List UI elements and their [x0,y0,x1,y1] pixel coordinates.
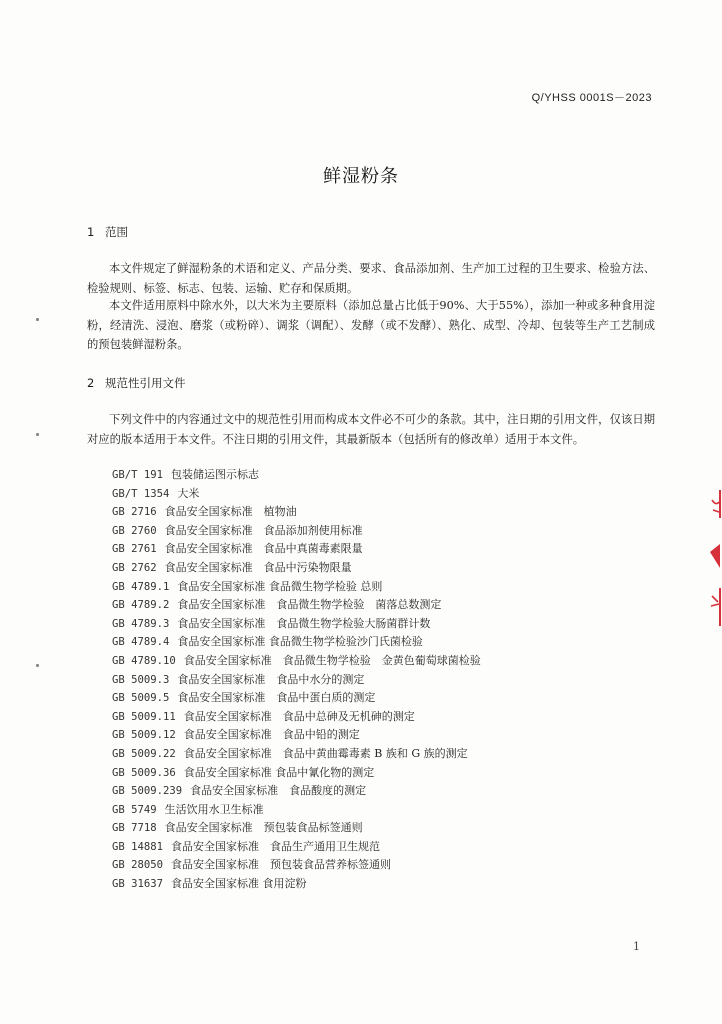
reference-code: GB 2760 [112,524,157,537]
reference-code: GB 5009.36 [112,766,176,779]
reference-item [112,652,672,671]
section-title: 规范性引用文件 [105,376,186,390]
scan-speck [36,664,39,667]
reference-title: 食品安全国家标准 食品添加剂使用标准 [164,523,363,537]
reference-title: 食品安全国家标准 食品中蛋白质的测定 [177,691,376,705]
reference-title: 食品安全国家标准 食品中氰化物的测定 [183,765,375,779]
reference-title: 食品安全国家标准 食品中真菌毒素限量 [164,542,363,556]
page-number: 1 [633,940,640,953]
reference-code: GB 31637 [112,878,164,891]
reference-code: GB 5009.11 [112,710,176,723]
reference-item [112,485,672,504]
reference-item [112,671,672,690]
reference-title: 食品安全国家标准 预包装食品标签通则 [164,821,363,835]
section-1-heading [87,224,128,240]
reference-code: GB/T 1354 [112,487,170,500]
reference-title: 食品安全国家标准 食品中水分的测定 [177,672,365,686]
reference-item [112,615,672,634]
reference-title: 包装储运图示标志 [171,468,260,481]
reference-title: 食品安全国家标准 食品微生物学检验 菌落总数测定 [177,598,442,612]
reference-title: 食品安全国家标准 食品微生物学检验大肠菌群计数 [177,616,431,630]
reference-item [112,726,672,745]
reference-title: 食品安全国家标准 植物油 [164,505,297,519]
reference-title: 食品安全国家标准 食品微生物学检验 金黄色葡萄球菌检验 [183,653,481,667]
scan-speck [36,318,39,321]
reference-title: 食品安全国家标准 食品微生物学检验沙门氏菌检验 [177,635,423,649]
reference-item [112,745,672,764]
normative-intro-paragraph: 下列文件中的内容通过文中的规范性引用而构成本文件必不可少的条款。其中，注日期的引用文件，仅该日期对应的版本适用于本文件。不注日期的引用文件，其最新版本（包括所有的修改单）适用于本文件。 [87,413,655,446]
reference-title: 食品安全国家标准 食品酸度的测定 [190,784,367,798]
reference-title: 食品安全国家标准 食品生产通用卫生规范 [171,839,381,853]
reference-title: 生活饮用水卫生标准 [164,802,264,816]
document-title: 鲜湿粉条 [323,166,399,187]
reference-code: GB 4789.10 [112,654,176,667]
reference-title: 食品安全国家标准 食品中铅的测定 [183,728,360,742]
reference-code: GB 4789.1 [112,580,170,593]
scope-paragraph-2: 本文件适用原料中除水外，以大米为主要原料（添加总量占比低于90%、大于55%），添加一种或多种食用淀粉，经清洗、浸泡、磨浆（或粉碎）、调浆（调配）、发酵（或不发酵）、熟化、成型、冷却、包装等生产工艺制成的预包装鲜湿粉条。 [87,299,655,352]
reference-code: GB 5009.3 [112,673,170,686]
reference-item [112,466,672,485]
reference-code: GB 14881 [112,840,164,853]
section-2-heading [87,375,186,391]
section-number: 2 [87,376,95,390]
reference-code: GB 5009.239 [112,785,183,798]
reference-item [112,559,672,578]
reference-code: GB 28050 [112,859,164,872]
reference-list [112,466,672,894]
scope-paragraph-1: 本文件规定了鲜湿粉条的术语和定义、产品分类、要求、食品添加剂、生产加工过程的卫生要求、检验方法、检验规则、标签、标志、包装、运输、贮存和保质期。 [87,262,655,295]
reference-item [112,764,672,783]
section-title: 范围 [105,225,128,239]
reference-item [112,838,672,857]
reference-item [112,819,672,838]
reference-code: GB 7718 [112,822,157,835]
reference-code: GB 5009.12 [112,729,176,742]
seal-stamp-icon [706,488,722,628]
reference-code: GB 5009.5 [112,692,170,705]
section-number: 1 [87,225,95,239]
reference-code: GB 4789.3 [112,617,170,630]
reference-item [112,689,672,708]
reference-title: 食品安全国家标准 食品微生物学检验 总则 [177,579,383,593]
reference-code: GB 4789.4 [112,636,170,649]
reference-item [112,856,672,875]
reference-item [112,503,672,522]
reference-title: 食品安全国家标准 食品中污染物限量 [164,560,352,574]
reference-code: GB/T 191 [112,469,164,481]
reference-code: GB 5009.22 [112,747,176,760]
reference-title: 食品安全国家标准 食品中黄曲霉毒素 B 族和 G 族的测定 [183,746,468,760]
reference-item [112,540,672,559]
reference-code: GB 4789.2 [112,599,170,612]
reference-code: GB 2761 [112,543,157,556]
reference-code: GB 2716 [112,506,157,519]
reference-title: 食品安全国家标准 食品中总砷及无机砷的测定 [183,709,415,723]
reference-title: 大米 [177,486,200,500]
reference-code: GB 2762 [112,561,157,574]
document-code: Q/YHSS 0001S－2023 [531,92,652,104]
reference-item [112,633,672,652]
reference-item [112,801,672,820]
reference-title: 食品安全国家标准 食用淀粉 [171,877,307,891]
reference-item [112,596,672,615]
reference-item [112,708,672,727]
reference-item [112,522,672,541]
reference-title: 食品安全国家标准 预包装食品营养标签通则 [171,858,392,872]
scan-speck [36,433,39,436]
reference-item [112,782,672,801]
reference-item [112,578,672,597]
reference-item [112,875,672,894]
reference-code: GB 5749 [112,803,157,816]
